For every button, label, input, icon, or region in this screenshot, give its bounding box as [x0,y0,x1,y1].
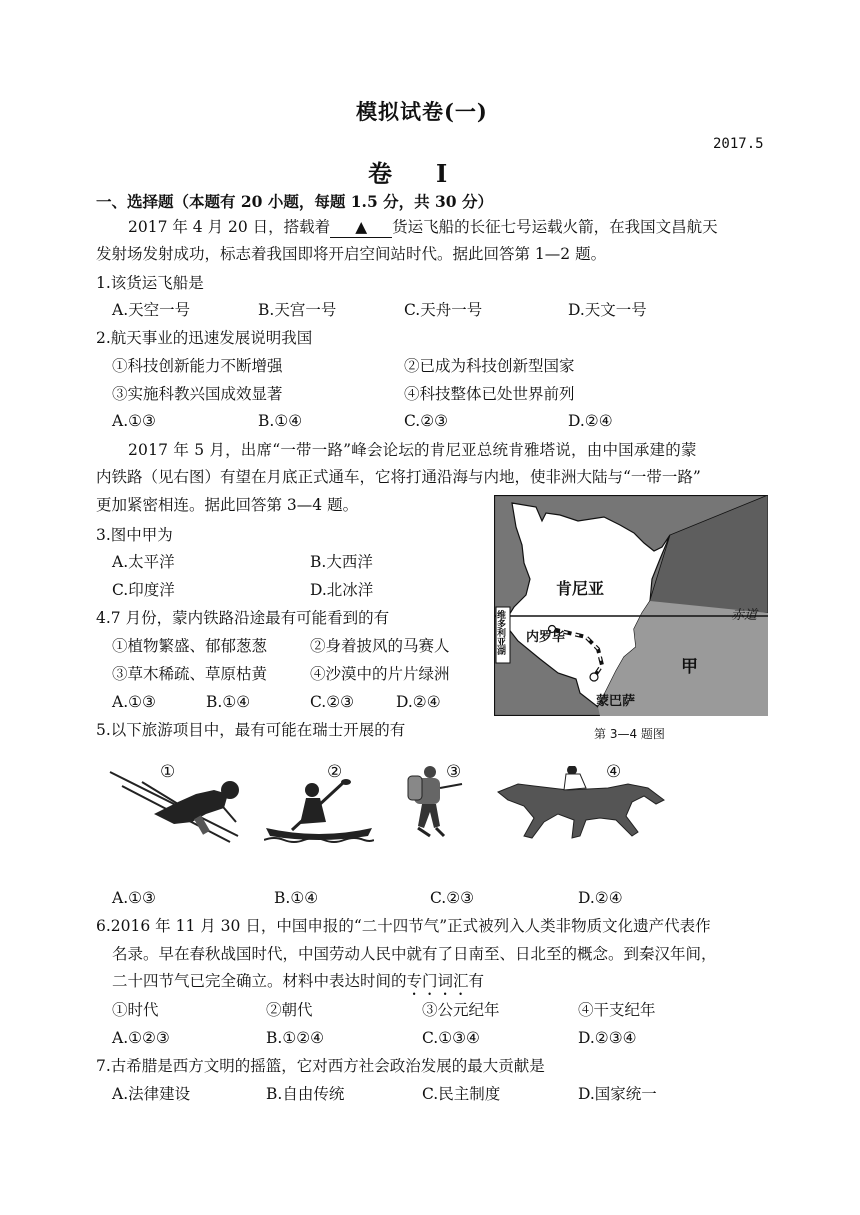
horse-racing-icon [488,766,668,846]
exam-title: 模拟试卷(一) [356,99,488,124]
q6-option-b[interactable]: B.①②④ [266,1029,325,1047]
q6-item-4: ④干支纪年 [578,1001,656,1019]
q2-stem: 2.航天事业的迅速发展说明我国 [96,329,313,347]
q5-stem: 5.以下旅游项目中，最有可能在瑞士开展的有 [96,721,406,739]
q5-option-b[interactable]: B.①④ [274,889,319,907]
map-lake-label: 维多利亚湖 [495,610,505,655]
picture-1-number: ① [160,762,176,782]
q4-item-3: ③草木稀疏、草原枯黄 [112,665,268,683]
volume-heading: 卷 I [368,159,458,188]
mombasa-dot [590,673,598,681]
map-caption: 第 3—4 题图 [594,727,665,741]
q4-option-a[interactable]: A.①③ [112,693,156,711]
q2-item-4: ④科技整体已处世界前列 [404,385,575,403]
intro1-line2: 发射场发射成功，标志着我国即将开启空间站时代。据此回答第 1—2 题。 [96,245,607,263]
q4-stem: 4.7 月份，蒙内铁路沿途最有可能看到的有 [96,609,390,627]
intro2-line1: 2017 年 5 月，出席“一带一路”峰会论坛的肯尼亚总统肯雅塔说，由中国承建的蒙 [128,441,697,459]
q4-item-4: ④沙漠中的片片绿洲 [310,665,450,683]
picture-4-number: ④ [606,762,622,782]
q6-line3 [112,971,484,999]
q5-option-c[interactable]: C.②③ [430,889,475,907]
q7-option-a[interactable]: A.法律建设 [112,1085,191,1103]
rowing-icon [264,778,374,844]
section-heading: 一、选择题（本题有 20 小题，每题 1.5 分，共 30 分） [96,192,493,211]
q6-item-1: ①时代 [112,1001,159,1019]
q1-option-b[interactable]: B.天宫一号 [258,301,337,319]
q2-option-b[interactable]: B.①④ [258,412,303,430]
q6-option-d[interactable]: D.②③④ [578,1029,637,1047]
q6-text-pre: 二十四节气已完全确立。材料中表达时间的 [112,972,407,990]
q4-option-d[interactable]: D.②④ [396,693,441,711]
q7-stem: 7.古希腊是西方文明的摇篮，它对西方社会政治发展的最大贡献是 [96,1057,545,1075]
q6-line2: 名录。早在春秋战国时代，中国劳动人民中就有了日南至、日北至的概念。到秦汉年间， [112,945,717,963]
map-capital-label: 内罗毕 [526,630,566,645]
answer-blank: ▲ [330,217,392,238]
q6-item-3: ③公元纪年 [422,1001,500,1019]
skiing-icon [108,764,248,844]
map-equator-label: 赤道 [731,608,758,623]
q2-item-1: ①科技创新能力不断增强 [112,357,283,375]
q1-stem: 1.该货运飞船是 [96,274,204,292]
q3-option-a[interactable]: A.太平洋 [112,553,175,571]
q6-text-post: 有 [468,972,485,990]
intro1-text-pre: 2017 年 4 月 20 日，搭载着 [128,218,331,236]
kenya-map [494,495,768,716]
q7-option-c[interactable]: C.民主制度 [422,1085,501,1103]
q1-option-a[interactable]: A.天空一号 [112,301,191,319]
q7-option-b[interactable]: B.自由传统 [266,1085,345,1103]
q2-option-d[interactable]: D.②④ [568,412,613,430]
q4-option-c[interactable]: C.②③ [310,693,355,711]
q6-line1: 6.2016 年 11 月 30 日，中国申报的“二十四节气”正式被列入人类非物质文化遗产代表作 [96,917,711,935]
q3-option-d[interactable]: D.北冰洋 [310,581,374,599]
q2-item-3: ③实施科教兴国成效显著 [112,385,283,403]
picture-3-number: ③ [446,762,462,782]
q3-option-b[interactable]: B.大西洋 [310,553,373,571]
map-country-label: 肯尼亚 [556,579,605,598]
map-port-label: 蒙巴萨 [596,694,636,709]
intro1-line1 [128,217,718,238]
q2-option-a[interactable]: A.①③ [112,412,156,430]
q4-item-1: ①植物繁盛、郁郁葱葱 [112,637,268,655]
q7-option-d[interactable]: D.国家统一 [578,1085,657,1103]
map-sea-label: 甲 [681,657,698,677]
q1-option-d[interactable]: D.天文一号 [568,301,647,319]
exam-date: 2017.5 [713,136,764,152]
hiking-icon [400,764,470,844]
intro2-line2: 内铁路（见右图）有望在月底正式通车，它将打通沿海与内地，使非洲大陆与“一带一路” [96,468,701,486]
picture-2-number: ② [327,762,343,782]
q6-emphasis-text: 专门词汇 [406,972,469,990]
q2-option-c[interactable]: C.②③ [404,412,449,430]
q1-option-c[interactable]: C.天舟一号 [404,301,483,319]
q3-stem: 3.图中甲为 [96,526,173,544]
q6-option-a[interactable]: A.①②③ [112,1029,170,1047]
q4-option-b[interactable]: B.①④ [206,693,251,711]
q6-option-c[interactable]: C.①③④ [422,1029,480,1047]
q5-option-d[interactable]: D.②④ [578,889,623,907]
intro1-text-post: 货运飞船的长征七号运载火箭，在我国文昌航天 [392,218,718,236]
q4-item-2: ②身着披风的马赛人 [310,637,450,655]
q2-item-2: ②已成为科技创新型国家 [404,357,575,375]
q6-item-2: ②朝代 [266,1001,313,1019]
intro2-line3: 更加紧密相连。据此回答第 3—4 题。 [96,496,359,514]
q5-option-a[interactable]: A.①③ [112,889,156,907]
q3-option-c[interactable]: C.印度洋 [112,581,175,599]
